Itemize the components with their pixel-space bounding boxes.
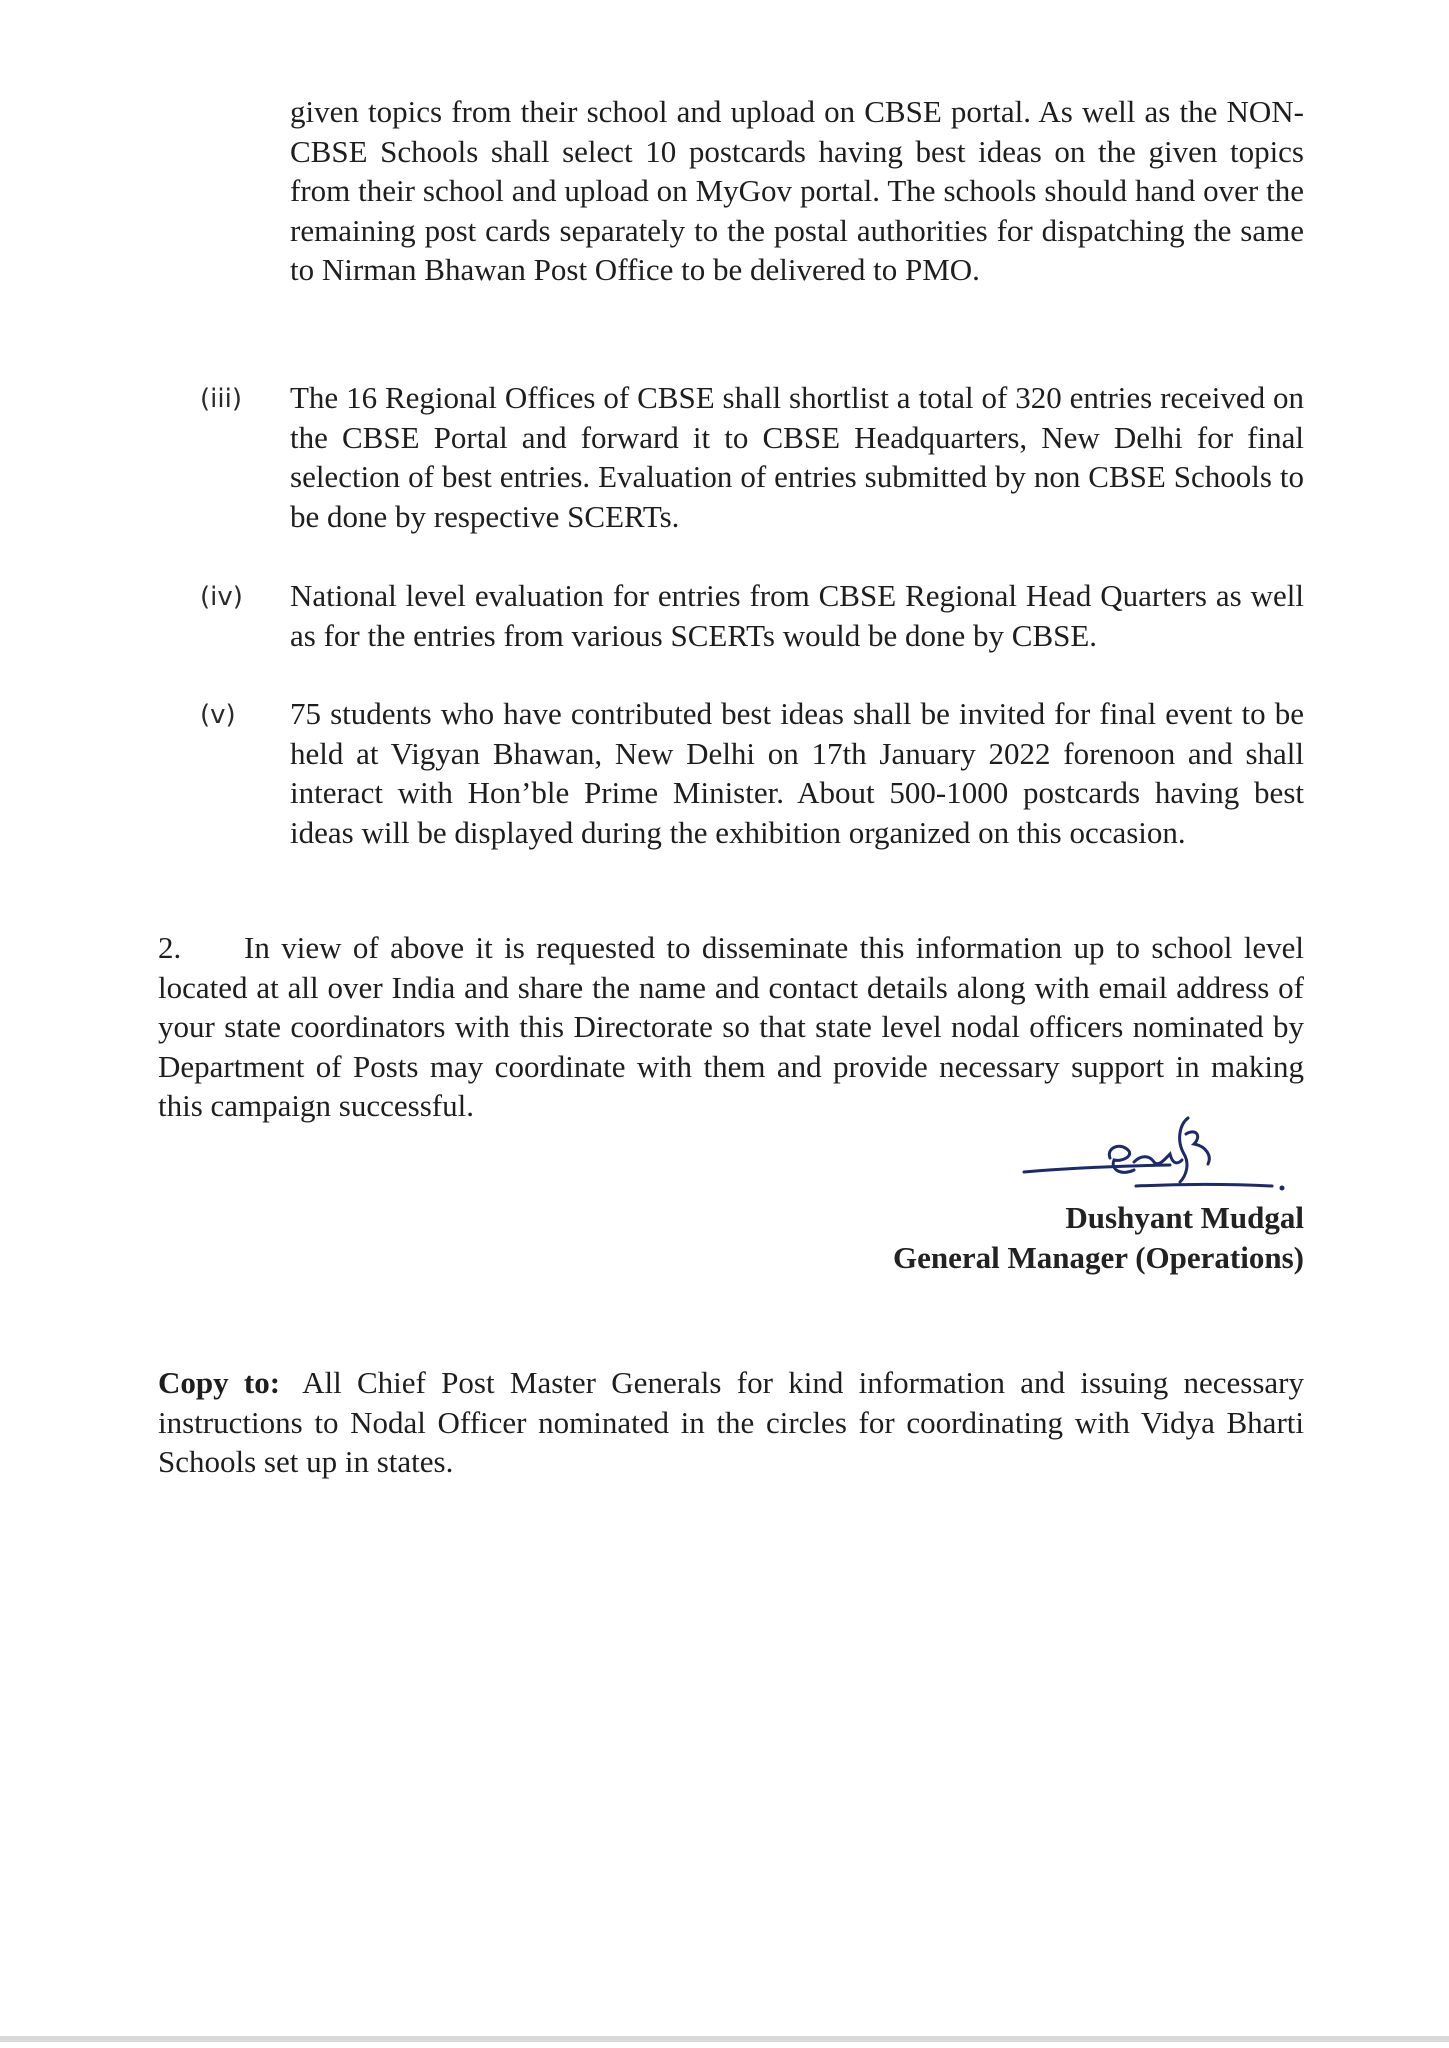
signature-block (893, 1198, 1304, 1277)
list-item-text: 75 students who have contributed best ideas shall be invited for final event to be held at Vigyan Bhawan, New Delhi on 17th January 2022 forenoon and shall interact with Hon’ble Prime Minister. About 500-1000 postcards having best ideas will be displayed during the exhibition organized on this occasion. (290, 696, 1304, 850)
handwritten-signature-icon (1010, 1110, 1300, 1210)
page-bottom-edge (0, 2036, 1449, 2042)
paragraph-2 (158, 928, 1304, 1126)
continuation-paragraph: given topics from their school and upload on CBSE portal. As well as the NON-CBSE Schools shall select 10 postcards having best ideas on the given topics from their school and upload on MyGov portal. The schools should hand over the remaining post cards separately to the postal authorities for dispatching the same to Nirman Bhawan Post Office to be delivered to PMO. (290, 94, 1304, 287)
signatory-name: Dushyant Mudgal (1065, 1200, 1304, 1235)
list-item-text: The 16 Regional Offices of CBSE shall shortlist a total of 320 entries received on the CBSE Portal and forward it to CBSE Headquarters, New Delhi for final selection of best entries. Evaluation of entries submitted by non CBSE Schools to be done by respective SCERTs. (290, 380, 1304, 534)
paragraph-number: 2. (158, 930, 182, 965)
list-item-number: (iv) (200, 582, 243, 612)
signature (1010, 1110, 1300, 1210)
list-item-number: (iii) (200, 384, 242, 414)
paragraph-text: In view of above it is requested to disseminate this information up to school level located at all over India and share the name and contact details along with email address of your state coordinators with this Directorate so that state level nodal officers nominated by Department of Posts may coordinate with them and provide necessary support in making this campaign successful. (158, 930, 1304, 1123)
copy-to-text: All Chief Post Master Generals for kind information and issuing necessary instructions to Nodal Officer nominated in the circles for coordinating with Vidya Bharti Schools set up in states. (158, 1365, 1305, 1479)
copy-to-section (158, 1363, 1304, 1482)
list-item-text: National level evaluation for entries from CBSE Regional Head Quarters as well as for the entries from various SCERTs would be done by CBSE. (290, 578, 1304, 653)
copy-to-label: Copy to: (158, 1365, 281, 1400)
list-item-number: (v) (200, 700, 236, 730)
signatory-designation: General Manager (Operations) (893, 1239, 1304, 1275)
